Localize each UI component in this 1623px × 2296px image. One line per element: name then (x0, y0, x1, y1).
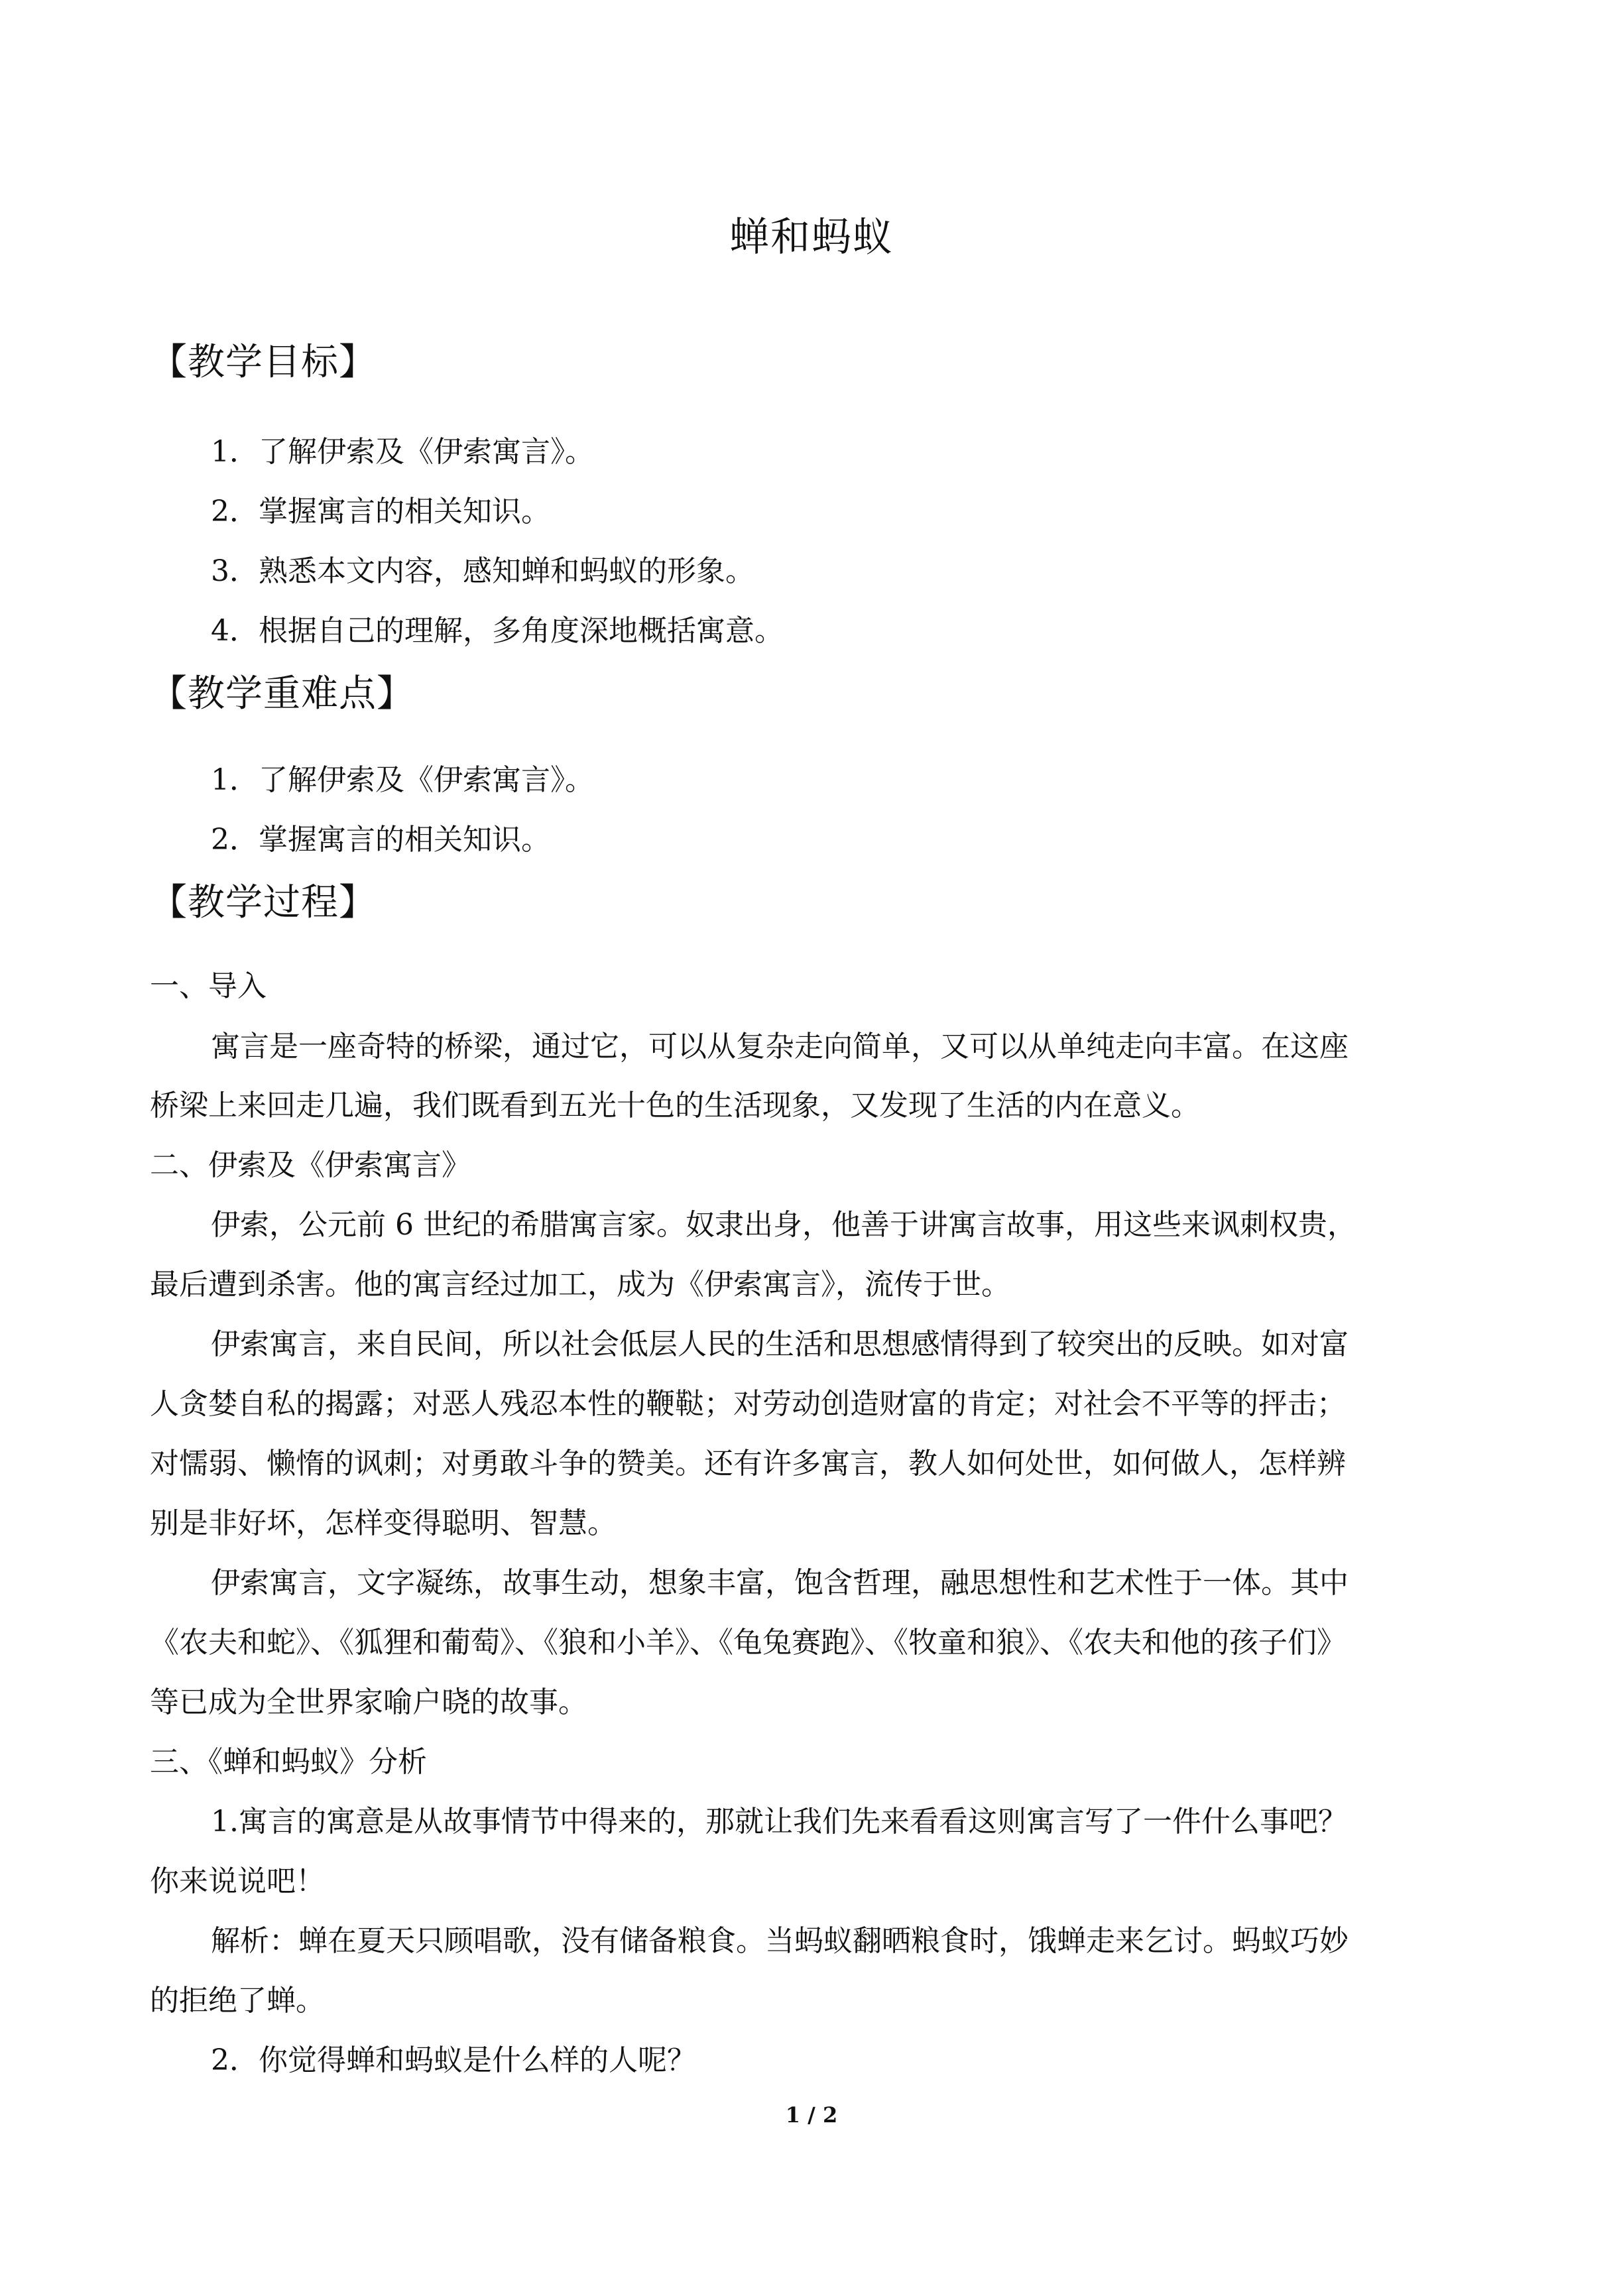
subheading-aesop: 二、伊索及《伊索寓言》 (150, 1148, 471, 1182)
paragraph-line: 2．你觉得蝉和蚂蚁是什么样的人呢？ (211, 2043, 696, 2077)
paragraph-line: 等已成为全世界家喻户晓的故事。 (150, 1685, 587, 1719)
document-title: 蝉和蚂蚁 (729, 214, 894, 261)
paragraph-line: 人贪婪自私的揭露；对恶人残忍本性的鞭鞑；对劳动创造财富的肯定；对社会不平等的抨击； (150, 1387, 1346, 1421)
objective-item: 2．掌握寓言的相关知识。 (211, 495, 550, 528)
subheading-intro: 一、导入 (150, 969, 267, 1003)
section-heading-objectives: 【教学目标】 (150, 341, 377, 384)
paragraph-line: 别是非好坏，怎样变得聪明、智慧。 (150, 1506, 617, 1540)
paragraph-line: 寓言是一座奇特的桥梁，通过它，可以从复杂走向简单，又可以从单纯走向丰富。在这座 (211, 1030, 1349, 1063)
paragraph-line: 解析：蝉在夏天只顾唱歌，没有储备粮食。当蚂蚁翻晒粮食时，饿蝉走来乞讨。蚂蚁巧妙 (211, 1924, 1349, 1958)
section-heading-process: 【教学过程】 (150, 881, 377, 924)
paragraph-line: 伊索，公元前 6 世纪的希腊寓言家。奴隶出身，他善于讲寓言故事，用这些来讽刺权贵， (211, 1208, 1356, 1242)
objective-item: 4．根据自己的理解，多角度深地概括寓意。 (211, 614, 784, 648)
paragraph-line: 对懦弱、懒惰的讽刺；对勇敢斗争的赞美。还有许多寓言，教人如何处世，如何做人，怎样辨 (150, 1447, 1346, 1480)
section-heading-key-points: 【教学重难点】 (150, 672, 414, 715)
paragraph-line: 伊索寓言，来自民间，所以社会低层人民的生活和思想感情得到了较突出的反映。如对富 (211, 1327, 1349, 1361)
objective-item: 3．熟悉本文内容，感知蝉和蚂蚁的形象。 (211, 554, 754, 588)
paragraph-line: 伊索寓言，文字凝练，故事生动，想象丰富，饱含哲理，融思想性和艺术性于一体。其中 (211, 1566, 1349, 1600)
paragraph-line: 的拒绝了蝉。 (150, 1984, 325, 2018)
subheading-analysis: 三、《蝉和蚂蚁》分析 (150, 1745, 427, 1779)
paragraph-line: 你来说说吧！ (150, 1864, 325, 1898)
paragraph-line: 最后遭到杀害。他的寓言经过加工，成为《伊索寓言》，流传于世。 (150, 1268, 1010, 1301)
paragraph-line: 《农夫和蛇》、《狐狸和葡萄》、《狼和小羊》、《龟兔赛跑》、《牧童和狼》、《农夫和他的孩子们》 (150, 1626, 1346, 1660)
key-point-item: 1．了解伊索及《伊索寓言》。 (211, 763, 594, 797)
page-number: 1 / 2 (785, 2102, 838, 2128)
key-point-item: 2．掌握寓言的相关知识。 (211, 823, 550, 857)
paragraph-line: 1.寓言的寓意是从故事情节中得来的，那就让我们先来看看这则寓言写了一件什么事吧？ (211, 1805, 1347, 1839)
paragraph-line: 桥梁上来回走几遍，我们既看到五光十色的生活现象，又发现了生活的内在意义。 (150, 1089, 1200, 1122)
objective-item: 1．了解伊索及《伊索寓言》。 (211, 435, 594, 469)
